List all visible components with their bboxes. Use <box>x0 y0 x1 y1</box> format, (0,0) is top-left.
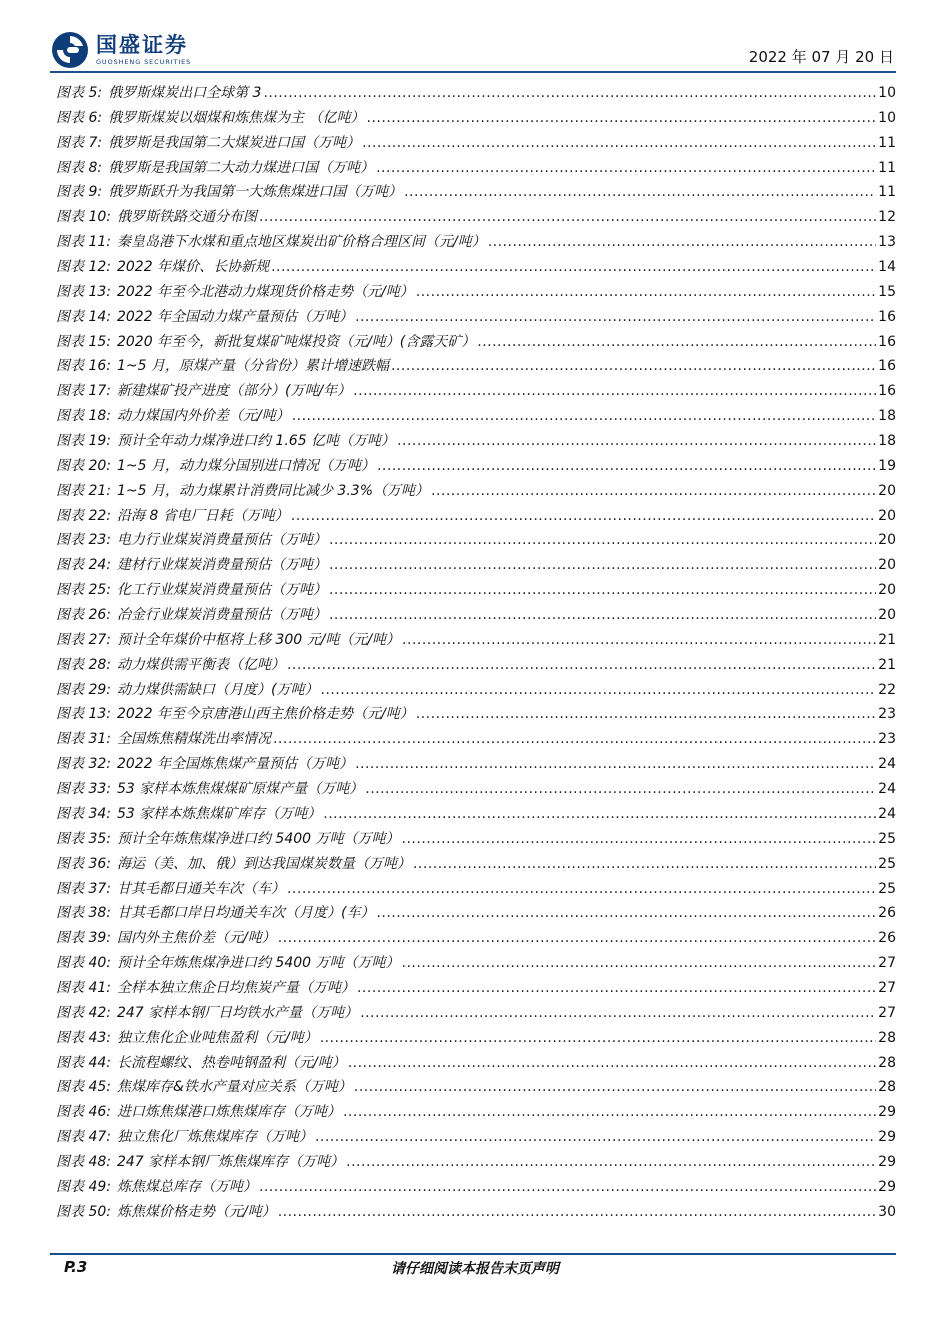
toc-dot-leader <box>259 209 876 225</box>
page-number: P.3 <box>64 1258 88 1276</box>
toc-entry[interactable] <box>56 1027 896 1052</box>
toc-entry[interactable] <box>56 281 896 306</box>
toc-entry[interactable] <box>56 331 896 356</box>
toc-entry[interactable] <box>56 728 896 753</box>
toc-entry[interactable] <box>56 430 896 455</box>
toc-dot-leader <box>271 259 876 275</box>
toc-dot-leader <box>355 309 876 325</box>
toc-figure-number: 图表 20: <box>56 457 111 474</box>
toc-figure-title: 建材行业煤炭消费量预估（万吨） <box>116 557 327 574</box>
toc-page-number: 27 <box>878 1004 896 1021</box>
toc-page-number: 29 <box>878 1153 896 1170</box>
toc-figure-number: 图表 34: <box>56 805 111 822</box>
toc-figure-number: 图表 6: <box>56 109 103 126</box>
toc-entry[interactable] <box>56 1201 896 1226</box>
toc-page-number: 25 <box>878 855 896 872</box>
toc-figure-title: 电力行业煤炭消费量预估（万吨） <box>116 532 327 549</box>
toc-page-number: 20 <box>878 582 896 599</box>
toc-page-number: 16 <box>878 358 896 375</box>
toc-figure-number: 图表 19: <box>56 433 111 450</box>
header-divider <box>50 71 896 73</box>
toc-figure-title: 俄罗斯煤炭以烟煤和炼焦煤为主 （亿吨） <box>108 109 365 126</box>
guosheng-logo-icon <box>50 30 90 70</box>
toc-page-number: 14 <box>878 259 896 276</box>
toc-dot-leader <box>291 508 876 524</box>
toc-entry[interactable] <box>56 107 896 132</box>
toc-page-number: 23 <box>878 731 896 748</box>
toc-page-number: 16 <box>878 333 896 350</box>
toc-figure-title: 炼焦煤总库存（万吨） <box>116 1178 257 1195</box>
toc-figure-number: 图表 46: <box>56 1104 111 1121</box>
toc-figure-title: 俄罗斯铁路交通分布图 <box>116 209 257 226</box>
toc-figure-number: 图表 7: <box>56 134 103 151</box>
toc-figure-number: 图表 47: <box>56 1129 111 1146</box>
toc-dot-leader <box>287 881 876 897</box>
toc-figure-title: 全国炼焦精煤洗出率情况 <box>116 731 271 748</box>
toc-dot-leader <box>488 234 876 250</box>
toc-figure-number: 图表 13: <box>56 283 111 300</box>
toc-entry[interactable] <box>56 256 896 281</box>
toc-figure-number: 图表 13: <box>56 706 111 723</box>
toc-page-number: 28 <box>878 1029 896 1046</box>
toc-dot-leader <box>477 334 876 350</box>
toc-entry[interactable] <box>56 355 896 380</box>
toc-page-number: 29 <box>878 1129 896 1146</box>
toc-page-number: 22 <box>878 681 896 698</box>
toc-entry[interactable] <box>56 654 896 679</box>
toc-dot-leader <box>343 1104 876 1120</box>
toc-figure-number: 图表 48: <box>56 1153 111 1170</box>
toc-page-number: 20 <box>878 532 896 549</box>
toc-page-number: 23 <box>878 706 896 723</box>
toc-dot-leader <box>320 1030 876 1046</box>
toc-entry[interactable] <box>56 878 896 903</box>
logo-english-name: GUOSHENG SECURITIES <box>96 58 192 66</box>
toc-dot-leader <box>329 607 876 623</box>
toc-dot-leader <box>273 731 876 747</box>
toc-figure-number: 图表 8: <box>56 159 103 176</box>
toc-figure-number: 图表 45: <box>56 1079 111 1096</box>
toc-page-number: 24 <box>878 756 896 773</box>
toc-dot-leader <box>287 657 876 673</box>
toc-entry[interactable] <box>56 803 896 828</box>
toc-page-number: 16 <box>878 383 896 400</box>
toc-figure-title: 1~5 月，动力煤分国别进口情况（万吨） <box>116 457 375 474</box>
toc-dot-leader <box>416 706 876 722</box>
toc-entry[interactable] <box>56 405 896 430</box>
toc-entry[interactable] <box>56 579 896 604</box>
toc-dot-leader <box>329 582 876 598</box>
toc-entry[interactable] <box>56 679 896 704</box>
toc-entry[interactable] <box>56 977 896 1002</box>
toc-dot-leader <box>376 905 876 921</box>
toc-dot-leader <box>348 1055 876 1071</box>
toc-page-number: 18 <box>878 408 896 425</box>
toc-dot-leader <box>278 1204 876 1220</box>
toc-dot-leader <box>362 135 876 151</box>
toc-page-number: 10 <box>878 85 896 101</box>
toc-figure-number: 图表 27: <box>56 631 111 648</box>
toc-page-number: 20 <box>878 482 896 499</box>
toc-page-number: 25 <box>878 880 896 897</box>
toc-entry[interactable] <box>56 82 896 107</box>
toc-dot-leader <box>354 1079 876 1095</box>
toc-page-number: 29 <box>878 1104 896 1121</box>
toc-dot-leader <box>413 856 876 872</box>
toc-figure-title: 俄罗斯煤炭出口全球第 3 <box>108 85 262 101</box>
toc-figure-number: 图表 18: <box>56 408 111 425</box>
toc-figure-number: 图表 50: <box>56 1203 111 1220</box>
figure-index-list <box>56 82 896 1226</box>
toc-figure-number: 图表 49: <box>56 1178 111 1195</box>
toc-figure-title: 甘其毛都口岸日均通关车次（月度）(车） <box>116 905 375 922</box>
toc-dot-leader <box>360 1005 876 1021</box>
toc-figure-number: 图表 41: <box>56 979 111 996</box>
toc-entry[interactable] <box>56 828 896 853</box>
toc-figure-title: 预计全年炼焦煤净进口约 5400 万吨（万吨） <box>116 955 400 972</box>
toc-dot-leader <box>292 408 876 424</box>
toc-dot-leader <box>367 110 877 126</box>
toc-figure-number: 图表 10: <box>56 209 111 226</box>
toc-figure-number: 图表 29: <box>56 681 111 698</box>
toc-figure-title: 2022 年至今北港动力煤现货价格走势（元/吨） <box>116 283 414 300</box>
toc-page-number: 27 <box>878 955 896 972</box>
toc-figure-title: 预计全年动力煤净进口约 1.65 亿吨（万吨） <box>116 433 396 450</box>
toc-dot-leader <box>402 955 877 971</box>
toc-entry[interactable] <box>56 703 896 728</box>
toc-figure-title: 2022 年煤价、长协新规 <box>116 259 270 276</box>
toc-figure-title: 全样本独立焦企日均焦炭产量（万吨） <box>116 979 355 996</box>
toc-entry[interactable] <box>56 455 896 480</box>
toc-figure-number: 图表 28: <box>56 656 111 673</box>
toc-page-number: 20 <box>878 607 896 624</box>
toc-page-number: 20 <box>878 557 896 574</box>
toc-figure-title: 247 家样本钢厂炼焦煤库存（万吨） <box>116 1153 345 1170</box>
toc-figure-number: 图表 5: <box>56 85 103 101</box>
toc-dot-leader <box>320 682 876 698</box>
toc-figure-number: 图表 39: <box>56 930 111 947</box>
toc-page-number: 28 <box>878 1054 896 1071</box>
toc-figure-title: 沿海 8 省电厂日耗（万吨） <box>116 507 289 524</box>
toc-entry[interactable] <box>56 306 896 331</box>
toc-page-number: 15 <box>878 283 896 300</box>
page-header <box>0 0 950 80</box>
toc-figure-title: 预计全年炼焦煤净进口约 5400 万吨（万吨） <box>116 830 400 847</box>
toc-figure-number: 图表 37: <box>56 880 111 897</box>
toc-figure-number: 图表 31: <box>56 731 111 748</box>
toc-figure-title: 新建煤矿投产进度（部分）(万吨/年） <box>116 383 352 400</box>
toc-page-number: 21 <box>878 631 896 648</box>
toc-figure-number: 图表 40: <box>56 955 111 972</box>
toc-figure-number: 图表 33: <box>56 781 111 798</box>
toc-figure-title: 进口炼焦煤港口炼焦煤库存（万吨） <box>116 1104 341 1121</box>
toc-entry[interactable] <box>56 927 896 952</box>
footer-disclaimer-note: 请仔细阅读本报告末页声明 <box>391 1261 559 1277</box>
toc-figure-title: 俄罗斯是我国第二大煤炭进口国（万吨） <box>108 134 361 151</box>
logo-chinese-name: 国盛证券 <box>96 33 188 57</box>
toc-entry[interactable] <box>56 604 896 629</box>
toc-page-number: 26 <box>878 930 896 947</box>
toc-dot-leader <box>353 383 876 399</box>
toc-figure-number: 图表 24: <box>56 557 111 574</box>
toc-entry[interactable] <box>56 1176 896 1201</box>
toc-entry[interactable] <box>56 231 896 256</box>
toc-figure-number: 图表 16: <box>56 358 111 375</box>
toc-figure-number: 图表 15: <box>56 333 111 350</box>
toc-page-number: 11 <box>878 184 896 201</box>
toc-entry[interactable] <box>56 554 896 579</box>
toc-figure-number: 图表 42: <box>56 1004 111 1021</box>
toc-dot-leader <box>404 184 876 200</box>
toc-page-number: 18 <box>878 433 896 450</box>
toc-figure-title: 2022 年全国炼焦煤产量预估（万吨） <box>116 756 354 773</box>
toc-dot-leader <box>416 284 876 300</box>
toc-figure-title: 冶金行业煤炭消费量预估（万吨） <box>116 607 327 624</box>
toc-entry[interactable] <box>56 505 896 530</box>
toc-entry[interactable] <box>56 132 896 157</box>
toc-figure-number: 图表 9: <box>56 184 103 201</box>
toc-figure-number: 图表 21: <box>56 482 111 499</box>
toc-entry[interactable] <box>56 629 896 654</box>
toc-entry[interactable] <box>56 1151 896 1176</box>
toc-figure-title: 预计全年煤价中枢将上移 300 元/吨（元/吨） <box>116 631 401 648</box>
toc-page-number: 12 <box>878 209 896 226</box>
toc-page-number: 27 <box>878 979 896 996</box>
toc-figure-title: 1~5 月，原煤产量（分省份）累计增速跌幅 <box>116 358 389 375</box>
toc-figure-title: 长流程螺纹、热卷吨钢盈利（元/吨） <box>116 1054 346 1071</box>
toc-figure-title: 2020 年至今，新批复煤矿吨煤投资（元/吨）(含露天矿） <box>116 333 476 350</box>
toc-figure-number: 图表 36: <box>56 855 111 872</box>
toc-entry[interactable] <box>56 380 896 405</box>
toc-entry[interactable] <box>56 529 896 554</box>
toc-page-number: 10 <box>878 109 896 126</box>
toc-entry[interactable] <box>56 1076 896 1101</box>
toc-page-number: 29 <box>878 1178 896 1195</box>
toc-page-number: 13 <box>878 234 896 251</box>
toc-dot-leader <box>402 831 877 847</box>
toc-entry[interactable] <box>56 902 896 927</box>
toc-dot-leader <box>315 1129 876 1145</box>
toc-dot-leader <box>397 433 876 449</box>
toc-figure-number: 图表 23: <box>56 532 111 549</box>
toc-entry[interactable] <box>56 480 896 505</box>
toc-dot-leader <box>431 483 876 499</box>
toc-entry[interactable] <box>56 206 896 231</box>
toc-page-number: 25 <box>878 830 896 847</box>
toc-dot-leader <box>329 557 876 573</box>
toc-entry[interactable] <box>56 778 896 803</box>
report-date: 2022 年 07 月 20 日 <box>748 48 894 66</box>
toc-figure-number: 图表 17: <box>56 383 111 400</box>
toc-figure-title: 动力煤供需缺口（月度）(万吨） <box>116 681 319 698</box>
toc-figure-number: 图表 12: <box>56 259 111 276</box>
toc-dot-leader <box>377 458 876 474</box>
toc-figure-title: 2022 年至今京唐港山西主焦价格走势（元/吨） <box>116 706 414 723</box>
toc-entry[interactable] <box>56 952 896 977</box>
toc-entry[interactable] <box>56 853 896 878</box>
toc-page-number: 16 <box>878 308 896 325</box>
toc-figure-title: 化工行业煤炭消费量预估（万吨） <box>116 582 327 599</box>
toc-dot-leader <box>402 632 876 648</box>
company-logo <box>50 30 191 70</box>
toc-figure-title: 秦皇岛港下水煤和重点地区煤炭出矿价格合理区间（元/吨） <box>116 234 486 251</box>
toc-figure-number: 图表 32: <box>56 756 111 773</box>
toc-figure-number: 图表 43: <box>56 1029 111 1046</box>
toc-figure-title: 国内外主焦价差（元/吨） <box>116 930 276 947</box>
toc-page-number: 24 <box>878 781 896 798</box>
toc-page-number: 19 <box>878 457 896 474</box>
toc-figure-number: 图表 11: <box>56 234 111 251</box>
toc-entry[interactable] <box>56 157 896 182</box>
toc-dot-leader <box>365 781 876 797</box>
toc-page-number: 24 <box>878 805 896 822</box>
toc-figure-title: 海运（美、加、俄）到达我国煤炭数量（万吨） <box>116 855 411 872</box>
toc-dot-leader <box>391 358 876 374</box>
toc-figure-title: 53 家样本炼焦煤煤矿原煤产量（万吨） <box>116 781 364 798</box>
toc-figure-title: 甘其毛都日通关车次（车） <box>116 880 285 897</box>
toc-page-number: 11 <box>878 134 896 151</box>
toc-entry[interactable] <box>56 1126 896 1151</box>
toc-figure-number: 图表 14: <box>56 308 111 325</box>
toc-page-number: 21 <box>878 656 896 673</box>
toc-page-number: 26 <box>878 905 896 922</box>
toc-figure-title: 炼焦煤价格走势（元/吨） <box>116 1203 276 1220</box>
toc-entry[interactable] <box>56 753 896 778</box>
toc-dot-leader <box>263 85 876 101</box>
toc-figure-title: 俄罗斯跃升为我国第一大炼焦煤进口国（万吨） <box>108 184 403 201</box>
toc-figure-number: 图表 26: <box>56 607 111 624</box>
toc-figure-number: 图表 38: <box>56 905 111 922</box>
footer-divider <box>50 1253 896 1255</box>
toc-dot-leader <box>346 1154 876 1170</box>
toc-dot-leader <box>357 980 876 996</box>
toc-page-number: 20 <box>878 507 896 524</box>
toc-dot-leader <box>355 756 876 772</box>
toc-dot-leader <box>278 930 876 946</box>
toc-figure-number: 图表 35: <box>56 830 111 847</box>
toc-figure-number: 图表 25: <box>56 582 111 599</box>
toc-page-number: 28 <box>878 1079 896 1096</box>
toc-figure-number: 图表 22: <box>56 507 111 524</box>
toc-figure-title: 俄罗斯是我国第二大动力煤进口国（万吨） <box>108 159 375 176</box>
toc-figure-title: 53 家样本炼焦煤矿库存（万吨） <box>116 805 322 822</box>
toc-figure-title: 独立焦化厂炼焦煤库存（万吨） <box>116 1129 313 1146</box>
toc-dot-leader <box>323 806 876 822</box>
toc-figure-title: 动力煤供需平衡表（亿吨） <box>116 656 285 673</box>
toc-dot-leader <box>376 160 876 176</box>
toc-entry[interactable] <box>56 1052 896 1077</box>
toc-entry[interactable] <box>56 1002 896 1027</box>
toc-entry[interactable] <box>56 1101 896 1126</box>
toc-figure-title: 247 家样本钢厂日均铁水产量（万吨） <box>116 1004 359 1021</box>
toc-entry[interactable] <box>56 181 896 206</box>
toc-dot-leader <box>329 532 876 548</box>
toc-page-number: 11 <box>878 159 896 176</box>
toc-dot-leader <box>259 1179 876 1195</box>
toc-figure-title: 动力煤国内外价差（元/吨） <box>116 408 290 425</box>
toc-figure-title: 焦煤库存&铁水产量对应关系（万吨） <box>116 1079 352 1096</box>
toc-figure-number: 图表 44: <box>56 1054 111 1071</box>
toc-figure-title: 2022 年全国动力煤产量预估（万吨） <box>116 308 354 325</box>
toc-page-number: 30 <box>878 1203 896 1220</box>
toc-figure-title: 1~5 月，动力煤累计消费同比减少 3.3%（万吨） <box>116 482 429 499</box>
toc-figure-title: 独立焦化企业吨焦盈利（元/吨） <box>116 1029 318 1046</box>
